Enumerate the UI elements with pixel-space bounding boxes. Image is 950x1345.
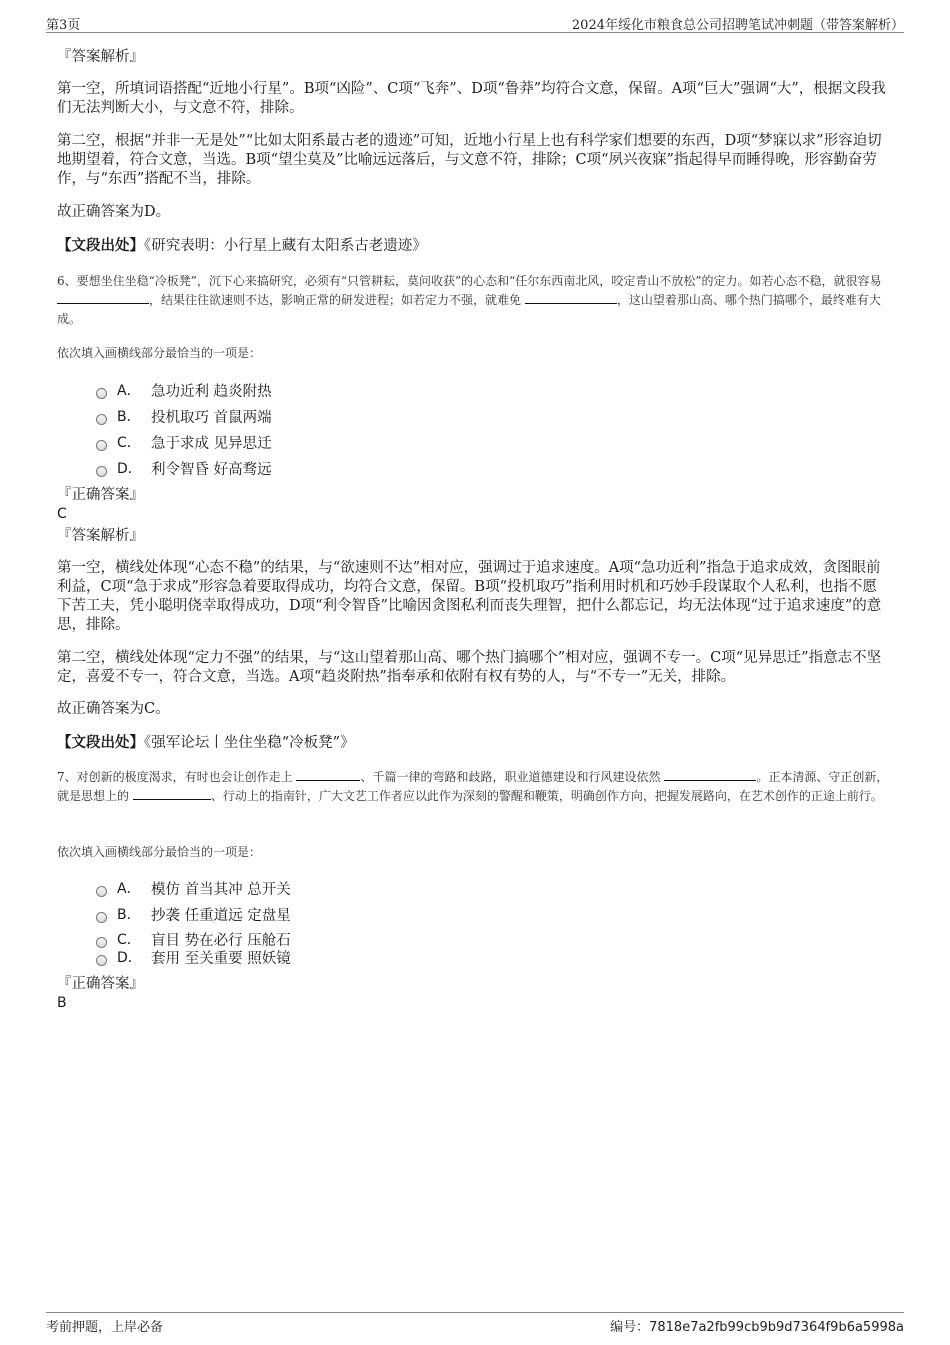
page-number: 第3页	[46, 18, 81, 33]
option-text: 急功近利 趋炎附热	[151, 383, 272, 400]
q6-stem-part-c: ，这山望着那山高、哪个热门搞哪个，最终难有大成。	[57, 293, 881, 326]
option-letter: D．	[117, 950, 142, 966]
q6-analysis-label: 『答案解析』	[57, 528, 144, 544]
q6-stem-part-b: ，结果往往欲速则不达，影响正常的研发进程；如若定力不强，就难免	[149, 293, 522, 307]
q7-stem-part-d: 、行动上的指南针，广大文艺工作者应以此作为深刻的警醒和鞭策，明确创作方向，把握发展路向，在艺术创作的正途上前行。	[210, 789, 883, 803]
footer-code-value: 7818e7a2fb99cb9b9d7364f9b6a5998a	[649, 1320, 904, 1335]
q6-analysis-p1: 第一空，横线处体现“心态不稳”的结果，与“欲速则不达”相对应，强调过于追求速度。A项“急功近利”指急于追求成效，贪图眼前利益，C项“急于求成”形容急着要取得成功，均符合文意，保留。B项“投机取巧”指利用时机和巧妙手段谋取个人私利，也指不愿下苦工夫，凭小聪明侥幸取得成功，D项“利令智昏”比喻因贪图私利而丧失理智，把什么都忘记，均无法体现“过于追求速度”的意思，排除。	[57, 560, 882, 633]
q7-prompt: 依次填入画横线部分最恰当的一项是：	[57, 845, 262, 859]
q5-conclusion: 故正确答案为D。	[57, 204, 171, 220]
option-text: 模仿 首当其冲 总开关	[151, 881, 291, 898]
q5-analysis-p1: 第一空，所填词语搭配“近地小行星”。B项“凶险”、C项“飞奔”、D项“鲁莽”均符合文意，保留。A项“巨大”强调“大”，根据文段我们无法判断大小，与文意不符，排除。	[57, 81, 886, 116]
q6-analysis-p2: 第二空，横线处体现“定力不强”的结果，与“这山望着那山高、哪个热门搞哪个”相对应，强调不专一。C项“见异思迁”指意志不坚定，喜爱不专一，符合文意，当选。A项“趋炎附热”指奉承和依附有权有势的人，与“不专一”无关，排除。	[57, 650, 882, 685]
footer-code	[610, 1316, 904, 1335]
q7-stem-part-b: 、千篇一律的弯路和歧路，职业道德建设和行风建设依然	[360, 770, 661, 784]
q6-stem	[57, 272, 897, 329]
q7-option-a[interactable]	[96, 878, 291, 898]
q6-blank-1	[57, 291, 149, 304]
q7-stem-part-c: 。正本清源、守正创新，就是思想上的	[57, 770, 889, 803]
q6-correct-answer: C	[57, 506, 67, 522]
q6-option-a[interactable]	[96, 380, 272, 400]
q7-correct-label: 『正确答案』	[57, 976, 144, 992]
q7-blank-1	[296, 768, 360, 781]
q5-source-text: 《研究表明：小行星上藏有太阳系古老遗迹》	[144, 238, 427, 254]
q6-stem-part-a: 6、要想坐住坐稳“冷板凳”，沉下心来搞研究，必须有“只管耕耘，莫问收获”的心态和“任尔东西南北风，咬定青山不放松”的定力。如若心态不稳，就很容易	[57, 274, 882, 288]
footer-slogan: 考前押题，上岸必备	[46, 1320, 164, 1335]
q7-blank-2	[664, 768, 756, 781]
q7-blank-3	[133, 787, 211, 800]
radio-icon[interactable]	[96, 440, 107, 451]
q6-prompt: 依次填入画横线部分最恰当的一项是：	[57, 346, 262, 360]
footer-code-label: 编号：	[610, 1320, 650, 1335]
q5-source	[57, 236, 887, 256]
q6-source-label: 【文段出处】	[57, 734, 144, 751]
q6-source-text: 《强军论坛丨坐住坐稳“冷板凳”》	[144, 735, 355, 751]
q7-option-d[interactable]	[96, 947, 291, 967]
option-letter: A．	[117, 383, 141, 399]
q7-option-b[interactable]	[96, 904, 291, 924]
q6-option-d[interactable]	[96, 458, 272, 478]
option-letter: C．	[117, 435, 141, 451]
radio-icon[interactable]	[96, 937, 107, 948]
q6-blank-2	[525, 291, 617, 304]
q6-source	[57, 733, 887, 753]
q6-correct-label: 『正确答案』	[57, 487, 144, 503]
q5-source-label: 【文段出处】	[57, 237, 144, 254]
radio-icon[interactable]	[96, 414, 107, 425]
option-text: 利令智昏 好高骛远	[151, 461, 272, 478]
radio-icon[interactable]	[96, 912, 107, 923]
page-header	[46, 12, 904, 33]
page-footer	[46, 1312, 904, 1337]
option-text: 急于求成 见异思迁	[151, 435, 272, 452]
option-text: 投机取巧 首鼠两端	[151, 409, 272, 426]
option-letter: C．	[117, 932, 141, 948]
radio-icon[interactable]	[96, 886, 107, 897]
option-letter: B．	[117, 907, 141, 923]
radio-icon[interactable]	[96, 955, 107, 966]
option-text: 套用 至关重要 照妖镜	[151, 950, 291, 967]
q7-stem-part-a: 7、对创新的极度渴求，有时也会让创作走上	[57, 770, 293, 784]
option-letter: A．	[117, 881, 141, 897]
q6-option-b[interactable]	[96, 406, 272, 426]
option-text: 抄袭 任重道远 定盘星	[151, 907, 291, 924]
q5-analysis-p2: 第二空，根据“并非一无是处”“比如太阳系最古老的遗迹”可知，近地小行星上也有科学家们想要的东西，D项“梦寐以求”形容迫切地期望着，符合文意，当选。B项“望尘莫及”比喻远远落后，与文意不符，排除；C项“夙兴夜寐”指起得早而睡得晚，形容勤奋劳作，与“东西”搭配不当，排除。	[57, 133, 882, 187]
radio-icon[interactable]	[96, 388, 107, 399]
q6-option-c[interactable]	[96, 432, 272, 452]
q5-analysis-label: 『答案解析』	[57, 49, 144, 65]
q6-conclusion: 故正确答案为C。	[57, 701, 170, 717]
option-letter: B．	[117, 409, 141, 425]
q7-correct-answer: B	[57, 995, 67, 1011]
option-text: 盲目 势在必行 压舱石	[151, 932, 291, 949]
radio-icon[interactable]	[96, 466, 107, 477]
option-letter: D．	[117, 461, 142, 477]
document-title: 2024年绥化市粮食总公司招聘笔试冲刺题（带答案解析）	[571, 18, 904, 33]
q7-stem	[57, 768, 897, 806]
